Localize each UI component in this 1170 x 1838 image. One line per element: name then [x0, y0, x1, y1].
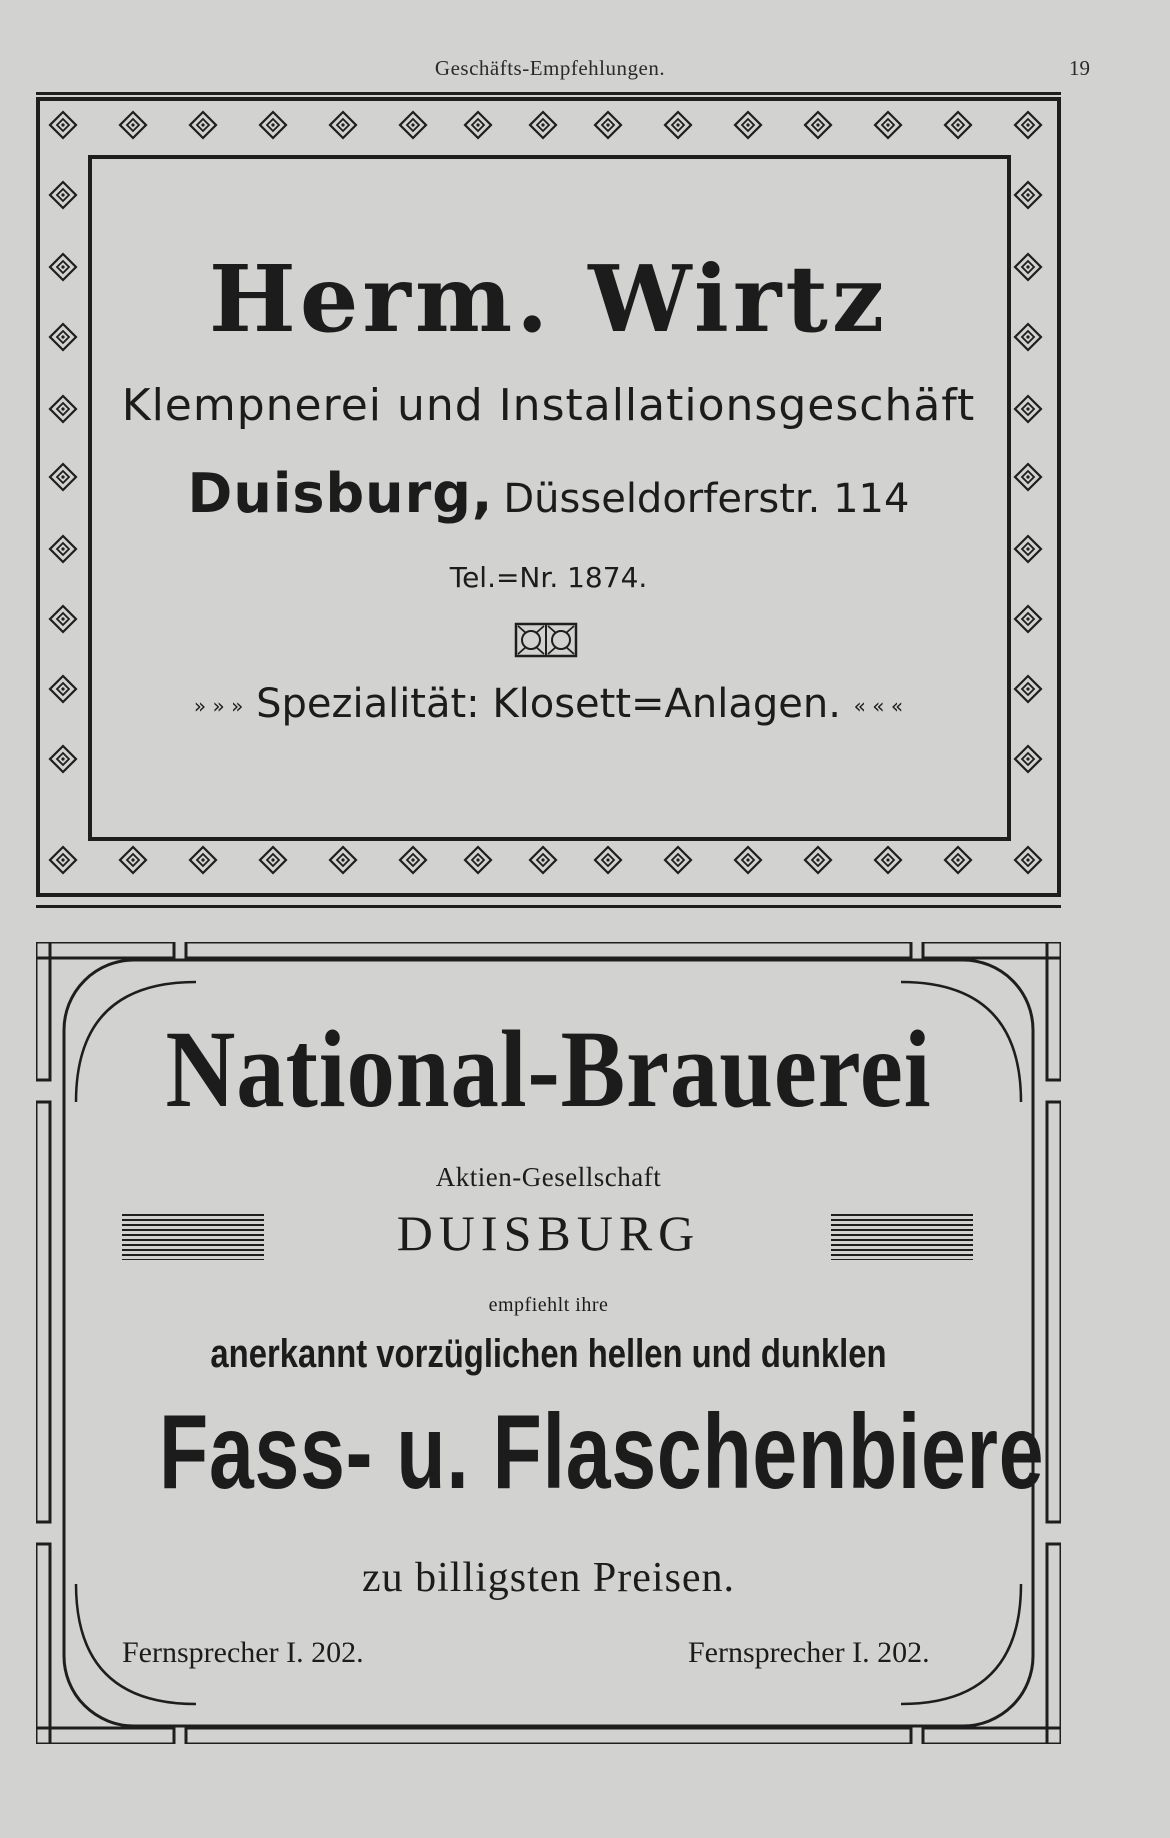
- quote-close: « « «: [853, 694, 904, 718]
- product-name: Fass- u. Flaschenbiere: [159, 1393, 1045, 1511]
- city-address-line: [36, 462, 1061, 525]
- double-floral-ornament-icon: [514, 622, 578, 658]
- hatched-rule-icon: [831, 1214, 973, 1260]
- phone-left: Fernsprecher I. 202.: [122, 1636, 364, 1669]
- street-address: Düsseldorferstr. 114: [503, 476, 910, 522]
- page-number: 19: [1069, 56, 1090, 80]
- company-type: Aktien-Gesellschaft: [435, 1162, 662, 1192]
- ad-separator-rule: [36, 905, 1061, 908]
- brewery-name: National-Brauerei: [165, 1008, 932, 1130]
- ad-national-brauerei: [36, 942, 1061, 1744]
- trade-description: Klempnerei und Installationsgeschäft: [121, 380, 976, 431]
- specialty-text: Spezialität: Klosett=Anlagen.: [256, 681, 841, 727]
- page-header-title: Geschäfts-Empfehlungen.: [434, 56, 666, 80]
- city-name: Duisburg,: [187, 462, 494, 525]
- business-name-wirtz: Herm. Wirtz: [208, 245, 889, 353]
- quote-open: » » »: [193, 694, 244, 718]
- phone-right: Fernsprecher I. 202.: [688, 1636, 930, 1669]
- ad-wirtz: [36, 97, 1061, 897]
- telephone-number: Tel.=Nr. 1874.: [449, 561, 648, 594]
- header-rule: [36, 92, 1061, 95]
- recommends-text: empfiehlt ihre: [488, 1294, 609, 1316]
- specialty-line: [36, 681, 1061, 727]
- price-note: zu billigsten Preisen.: [361, 1555, 736, 1601]
- beer-description: anerkannt vorzüglichen hellen und dunklen: [210, 1332, 887, 1376]
- brewery-city: DUISBURG: [396, 1205, 701, 1261]
